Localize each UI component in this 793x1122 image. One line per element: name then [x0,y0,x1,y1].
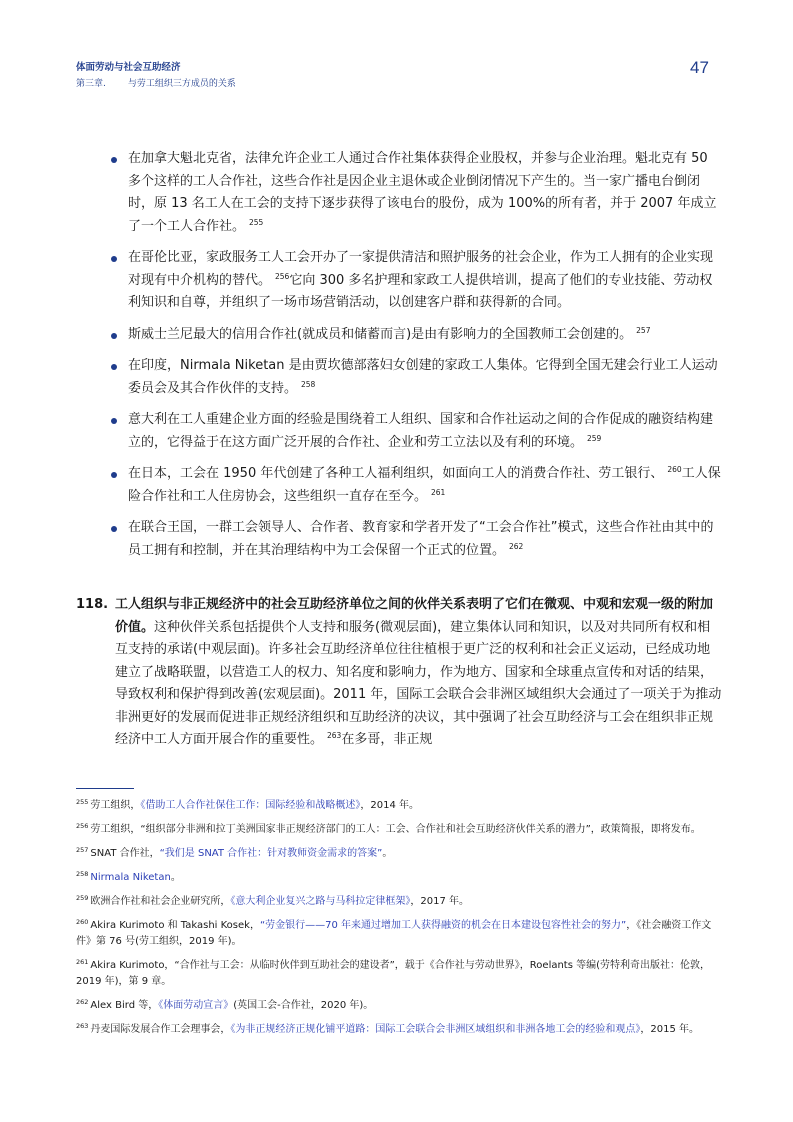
bullet-item [110,324,722,347]
footnote-ref[interactable]: 256 [275,271,290,281]
bullet-item [110,409,722,454]
footnote-number: 259 [76,894,89,902]
bullet-dot [111,364,117,370]
footnote-text: SNAT 合作社， [90,848,160,859]
running-header-title: 体面劳动与社会互助经济 [76,62,181,73]
footnote [76,870,722,886]
footnote-text: ，2014 年。 [360,800,420,811]
footnote-number: 263 [76,1022,89,1030]
paragraph-text: 这种伙伴关系包括提供个人支持和服务(微观层面)，建立集体认同和知识，以及对共同所有权和相互支持的承诺(中观层面)。许多社会互助经济单位往往植根于更广泛的权利和社会正义运动，已经成功地建立了战略联盟，以营造工人的权力、知名度和影响力，作为地方、国家和全球重点宣传和对话的结果，导致权利和保护得到改善(宏观层面)。2011 年，国际工会联合会非洲区域组织大会通过了一项关于为推动非洲更好的发展而促进非正规经济组织和互助经济的决议，其中强调了社会互助经济与工会在组织非正规经济中工人方面开展合作的重要性。 [115,619,722,747]
bullet-item [110,148,722,238]
footnote-ref[interactable]: 259 [587,433,602,443]
bullet-text: 在日本，工会在 1950 年代创建了各种工人福利组织，如面向工人的消费合作社、劳工银行、 [128,466,664,481]
footnote-ref[interactable]: 255 [249,217,264,227]
footnote-ref[interactable]: 260 [667,465,682,474]
footnote-text: ，《社会融资工作文件》第 76 号(劳工组织，2019 年)。 [76,920,712,947]
footnote-link[interactable]: 《借助工人合作社保住工作：国际经验和战略概述》 [140,800,361,811]
footnote-ref[interactable]: 263 [327,731,342,740]
page-number: 47 [690,58,709,77]
footnote [76,998,722,1014]
footnote-link[interactable]: “我们是 SNAT 合作社：针对教师资金需求的答案” [159,848,383,859]
bullet-item [110,355,722,400]
footnote-number: 256 [76,822,89,830]
bullet-text-continued: 工人保险合作社和工人住房协会，这些组织一直存在至今。 [128,466,721,504]
paragraph-tail: 在多哥，非正规 [341,732,433,747]
footnote-text: 。 [170,872,181,883]
footnote-number: 262 [76,998,89,1006]
footnote [76,1022,722,1038]
bullet-dot [111,333,117,339]
footnote [76,894,722,910]
chapter-title: 与劳工组织三方成员的关系 [127,79,236,89]
footnote-link[interactable]: Nirmala Niketan [90,872,171,883]
footnote-number: 255 [76,798,89,806]
footnote-text: 劳工组织， [90,800,141,811]
bullet-dot [111,526,117,532]
bullet-item [110,463,722,508]
footnote [76,958,722,990]
footnote-ref[interactable]: 262 [509,541,524,551]
bullet-dot [111,418,117,424]
footnote [76,918,722,950]
footnote-number: 260 [76,918,89,926]
footnote-link[interactable]: “劳金银行——70 年来通过增加工人获得融资的机会在日本建设包容性社会的努力” [259,920,627,931]
footnote-ref[interactable]: 257 [636,325,651,335]
paragraph-number: 118. [76,597,109,612]
paragraph-body [115,594,722,752]
bullet-dot [111,472,117,478]
bullet-text: 在哥伦比亚，家政服务工人工会开办了一家提供清洁和照护服务的社会企业，作为工人拥有的企业实现对现有中介机构的替代。 [128,250,714,288]
footnote [76,846,722,862]
footnote-text: 。 [382,848,393,859]
footnote-list [76,798,722,1046]
bullet-text: 在加拿大魁北克省，法律允许企业工人通过合作社集体获得企业股权，并参与企业治理。魁北克有 50 多个这样的工人合作社，这些合作社是因企业主退休或企业倒闭情况下产生的。当一家广播电台倒闭时，原 13 名工人在工会的支持下逐步获得了该电台的股份，成为 100%的所有者，并于 2007 年成立了一个工人合作社。 [128,151,717,234]
bullet-text: 在印度，Nirmala Niketan 是由贾坎德部落妇女创建的家政工人集体。它得到全国无建会行业工人运动委员会及其合作伙伴的支持。 [128,358,718,396]
footnote [76,822,722,838]
paragraph-lead: 工人组织与非正规经济中的社会互助经济单位之间的伙伴关系表明了它们在微观、中观和宏观一级的附加价值。 [115,597,714,635]
bullet-dot [111,256,117,262]
footnote-text: Akira Kurimoto，“合作社与工会：从临时伙伴到互助社会的建设者”，载于《合作社与劳动世界》，Roelants 等编(劳特利奇出版社：伦敦，2019 年)，第 9 章。 [76,960,711,987]
footnote [76,798,722,814]
bullet-item [110,247,722,315]
footnote-ref[interactable]: 261 [431,487,446,497]
numbered-paragraph [76,594,722,752]
footnote-text: ，2015 年。 [640,1024,700,1035]
bullet-text: 在联合王国，一群工会领导人、合作者、教育家和学者开发了“工会合作社”模式，这些合作社由其中的员工拥有和控制，并在其治理结构中为工会保留一个正式的位置。 [128,520,714,558]
example-bullet-list [110,148,722,571]
footnote-ref[interactable]: 258 [301,379,316,389]
bullet-text: 斯威士兰尼最大的信用合作社(就成员和储蓄而言)是由有影响力的全国教师工会创建的。 [128,326,633,342]
footnote-text: (英国工会-合作社，2020 年)。 [233,1000,374,1011]
footnote-link[interactable]: 《为非正规经济正规化铺平道路：国际工会联合会非洲区域组织和非洲各地工会的经验和观点》 [230,1024,641,1035]
bullet-dot [111,157,117,163]
footnote-link[interactable]: 《体面劳动宣言》 [158,1000,234,1011]
chapter-number: 第三章. [76,79,106,89]
footnote-text: Alex Bird 等， [90,1000,159,1011]
footnote-text: Akira Kurimoto 和 Takashi Kosek， [90,920,260,931]
footnote-number: 261 [76,958,89,966]
footnote-divider [76,788,134,789]
footnote-number: 258 [76,870,89,878]
footnote-text: 欧洲合作社和社会企业研究所， [90,896,231,907]
footnote-link[interactable]: 《意大利企业复兴之路与马科拉定律框架》 [230,896,411,907]
footnote-text: 丹麦国际发展合作工会理事会， [90,1024,231,1035]
bullet-text-continued: 它向 300 多名护理和家政工人提供培训，提高了他们的专业技能、劳动权利知识和自尊，并组织了一场市场营销活动，以创建客户群和获得新的合同。 [128,272,713,310]
footnote-text: 劳工组织，“组织部分非洲和拉丁美洲国家非正规经济部门的工人：工会、合作社和社会互助经济伙伴关系的潜力”，政策简报，即将发布。 [90,824,701,835]
bullet-item [110,517,722,562]
bullet-text: 意大利在工人重建企业方面的经验是围绕着工人组织、国家和合作社运动之间的合作促成的融资结构建立的，它得益于在这方面广泛开展的合作社、企业和劳工立法以及有利的环境。 [128,412,714,450]
running-header-subtitle [76,76,236,89]
footnote-number: 257 [76,846,89,854]
footnote-text: ，2017 年。 [410,896,470,907]
